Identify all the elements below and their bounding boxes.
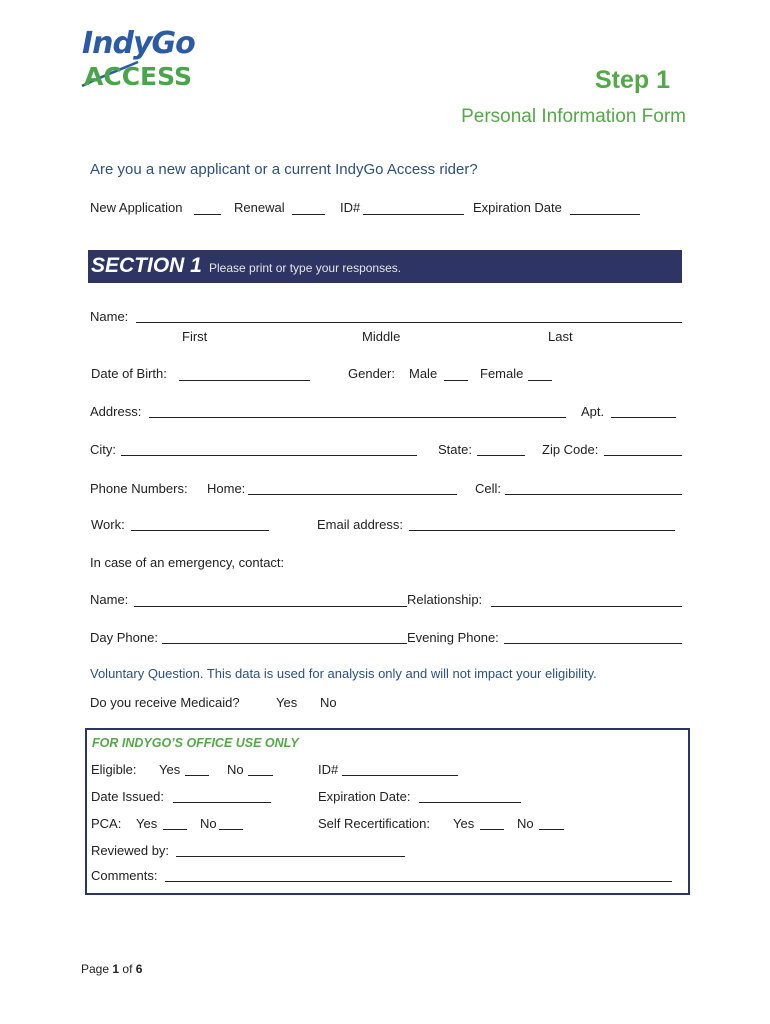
page-footer: [81, 962, 142, 976]
eligible-yes-label: Yes: [159, 762, 181, 777]
apt-field[interactable]: [611, 417, 676, 418]
gender-label: Gender:: [348, 366, 395, 381]
home-phone-field[interactable]: [248, 494, 457, 495]
self-recert-no-field[interactable]: [539, 829, 564, 830]
voluntary-note: Voluntary Question. This data is used for analysis only and will not impact your eligibility.: [90, 666, 597, 681]
first-name-caption: First: [182, 329, 208, 344]
office-id-label: ID#: [318, 762, 339, 777]
office-use-title: FOR INDYGO’S OFFICE USE ONLY: [92, 736, 299, 750]
section-1-title: SECTION 1: [91, 254, 202, 277]
self-recert-yes-field[interactable]: [480, 829, 504, 830]
day-phone-label: Day Phone:: [90, 630, 158, 645]
medicaid-no-option[interactable]: No: [320, 695, 337, 710]
self-recert-label: Self Recertification:: [318, 816, 430, 831]
emergency-name-label: Name:: [90, 592, 129, 607]
logo-access-text: ACCESS: [84, 62, 193, 91]
work-phone-label: Work:: [91, 517, 125, 532]
new-application-field[interactable]: [194, 214, 221, 215]
day-phone-field[interactable]: [162, 643, 407, 644]
gender-male-label: Male: [409, 366, 438, 381]
comments-label: Comments:: [91, 868, 158, 883]
cell-phone-label: Cell:: [475, 481, 502, 496]
page-total: 6: [135, 962, 143, 976]
dob-field[interactable]: [179, 380, 310, 381]
office-expiration-label: Expiration Date:: [318, 789, 411, 804]
name-field[interactable]: [136, 322, 682, 323]
office-expiration-field[interactable]: [419, 802, 521, 803]
page-word: Page: [81, 962, 110, 976]
relationship-label: Relationship:: [407, 592, 483, 607]
emergency-name-field[interactable]: [134, 606, 407, 607]
pca-label: PCA:: [91, 816, 122, 831]
section-1-note: Please print or type your responses.: [209, 261, 402, 275]
eligible-yes-field[interactable]: [185, 775, 209, 776]
date-issued-field[interactable]: [173, 802, 271, 803]
work-phone-field[interactable]: [131, 530, 269, 531]
cell-phone-field[interactable]: [505, 494, 682, 495]
renewal-label: Renewal: [234, 200, 285, 215]
pca-no-label: No: [200, 816, 217, 831]
apt-label: Apt.: [581, 404, 605, 419]
phone-numbers-label: Phone Numbers:: [90, 481, 188, 496]
eligible-no-label: No: [227, 762, 244, 777]
email-label: Email address:: [317, 517, 403, 532]
middle-name-caption: Middle: [362, 329, 401, 344]
medicaid-yes-option[interactable]: Yes: [276, 695, 298, 710]
self-recert-yes-label: Yes: [453, 816, 475, 831]
zip-label: Zip Code:: [542, 442, 599, 457]
applicant-id-field[interactable]: [363, 214, 464, 215]
gender-male-field[interactable]: [444, 380, 468, 381]
renewal-field[interactable]: [292, 214, 325, 215]
self-recert-no-label: No: [517, 816, 534, 831]
evening-phone-field[interactable]: [504, 643, 682, 644]
gender-female-label: Female: [480, 366, 524, 381]
city-field[interactable]: [121, 455, 417, 456]
eligible-label: Eligible:: [91, 762, 137, 777]
form-subtitle: Personal Information Form: [461, 106, 686, 127]
comments-field[interactable]: [165, 881, 672, 882]
office-use-box: [85, 728, 690, 895]
gender-female-field[interactable]: [528, 380, 552, 381]
state-field[interactable]: [477, 455, 525, 456]
name-label: Name:: [90, 309, 129, 324]
applicant-question: Are you a new applicant or a current IndyGo Access rider?: [90, 161, 478, 178]
applicant-id-label: ID#: [340, 200, 361, 215]
medicaid-question: Do you receive Medicaid?: [90, 695, 240, 710]
logo-indygo-text: IndyGo: [82, 26, 195, 61]
pca-yes-label: Yes: [136, 816, 158, 831]
evening-phone-label: Evening Phone:: [407, 630, 499, 645]
new-application-label: New Application: [90, 200, 183, 215]
office-id-field[interactable]: [342, 775, 458, 776]
eligible-no-field[interactable]: [248, 775, 273, 776]
address-field[interactable]: [149, 417, 566, 418]
reviewed-by-label: Reviewed by:: [91, 843, 170, 858]
section-1-bar: [88, 250, 682, 283]
expiration-date-field[interactable]: [570, 214, 640, 215]
state-label: State:: [438, 442, 472, 457]
relationship-field[interactable]: [491, 606, 682, 607]
emergency-heading: In case of an emergency, contact:: [90, 555, 285, 570]
dob-label: Date of Birth:: [91, 366, 167, 381]
last-name-caption: Last: [548, 329, 573, 344]
home-phone-label: Home:: [207, 481, 246, 496]
expiration-date-label: Expiration Date: [473, 200, 562, 215]
email-field[interactable]: [409, 530, 675, 531]
page-number: 1: [112, 962, 120, 976]
zip-field[interactable]: [604, 455, 682, 456]
address-label: Address:: [90, 404, 142, 419]
pca-no-field[interactable]: [219, 829, 243, 830]
city-label: City:: [90, 442, 116, 457]
step-title: Step 1: [594, 66, 670, 94]
date-issued-label: Date Issued:: [91, 789, 164, 804]
of-word: of: [122, 962, 133, 976]
pca-yes-field[interactable]: [163, 829, 187, 830]
reviewed-by-field[interactable]: [176, 856, 405, 857]
